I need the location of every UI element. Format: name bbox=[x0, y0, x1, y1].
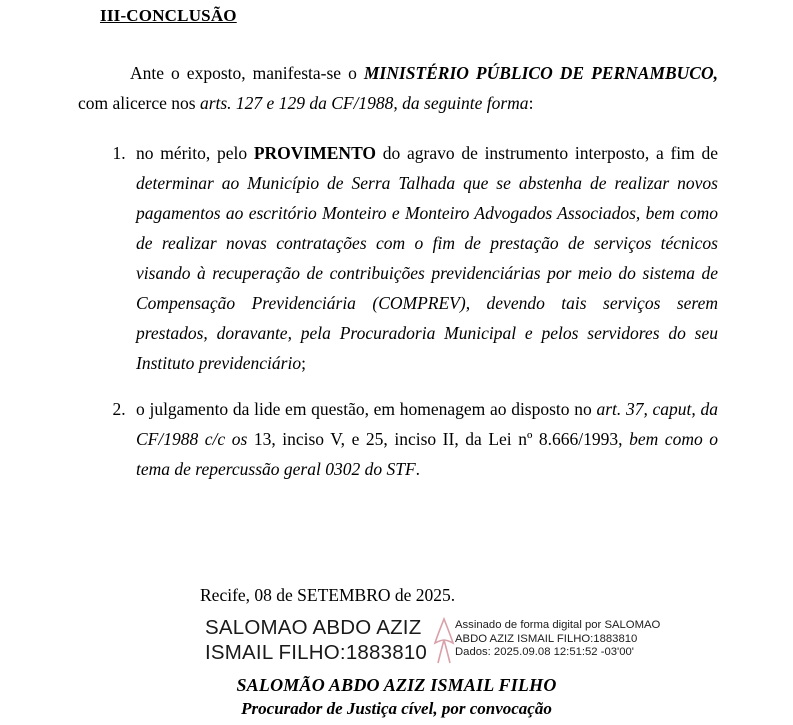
item1-italic-body: determinar ao Município de Serra Talhada que se abstenha de realizar novos pagamentos ao escritório Monteiro e Monteiro Advogados Associados, bem como de realizar novas contratações com o fim de prestação de serviços técnicos visando à recuperação de contribuições previdenciárias por meio do sistema de Compensação Previdenciária (COMPREV), devendo tais serviços serem prestados, doravante, pela Procuradoria Municipal e pelos servidores do seu Instituto previdenciário bbox=[136, 173, 718, 373]
item1-text-3: ; bbox=[301, 353, 306, 373]
signature-block-footer bbox=[0, 673, 793, 721]
intro-text-1: Ante o exposto, manifesta-se o bbox=[130, 63, 364, 83]
item2-text-2: 13, inciso V, e 25, inciso II, da Lei nº 8.666/1993, bbox=[247, 429, 630, 449]
item2-italic-2: bem como o tema de repercussão geral 0302 do STF bbox=[136, 429, 719, 479]
signature-detail-line-3: Dados: 2025.09.08 12:51:52 -03'00' bbox=[455, 646, 634, 658]
intro-entity: MINISTÉRIO PÚBLICO DE PERNAMBUCO, bbox=[363, 63, 718, 83]
document-body bbox=[78, 58, 718, 484]
signature-seal-icon bbox=[433, 617, 455, 665]
item2-italic-1: art. 37, caput, da CF/1988 c/c os bbox=[136, 399, 718, 449]
list-item bbox=[130, 394, 718, 484]
signature-detail-line-1: Assinado de forma digital por SALOMAO bbox=[455, 619, 661, 631]
conclusion-list bbox=[78, 138, 718, 484]
intro-law-reference: arts. 127 e 129 da CF/1988, da seguinte forma bbox=[199, 93, 529, 113]
signature-name bbox=[205, 615, 435, 665]
intro-paragraph bbox=[78, 58, 718, 118]
item2-text-3: . bbox=[415, 459, 421, 479]
item1-text-2: do agravo de instrumento interposto, a fim de bbox=[376, 143, 719, 163]
signature-name-line-1: SALOMAO ABDO AZIZ bbox=[205, 616, 422, 639]
signature-detail-line-2: ABDO AZIZ ISMAIL FILHO:1883810 bbox=[455, 632, 638, 645]
digital-signature bbox=[205, 615, 725, 677]
signature-name-line-2: ISMAIL FILHO:1883810 bbox=[205, 641, 428, 664]
intro-text-2: com alicerce nos bbox=[78, 93, 200, 113]
closing-line: Recife, 08 de SETEMBRO de 2025. bbox=[200, 585, 456, 605]
item2-text-1: o julgamento da lide em questão, em homenagem ao disposto no bbox=[136, 399, 597, 419]
section-heading: III-CONCLUSÃO bbox=[100, 6, 237, 25]
intro-text-3: : bbox=[528, 93, 534, 113]
item1-bold-term: PROVIMENTO bbox=[253, 143, 377, 163]
item1-text-1: no mérito, pelo bbox=[136, 143, 254, 163]
signature-details bbox=[455, 619, 723, 660]
signatory-name: SALOMÃO ABDO AZIZ ISMAIL FILHO bbox=[236, 675, 557, 695]
list-item bbox=[130, 138, 718, 378]
signatory-role: Procurador de Justiça cível, por convocação bbox=[241, 699, 552, 718]
